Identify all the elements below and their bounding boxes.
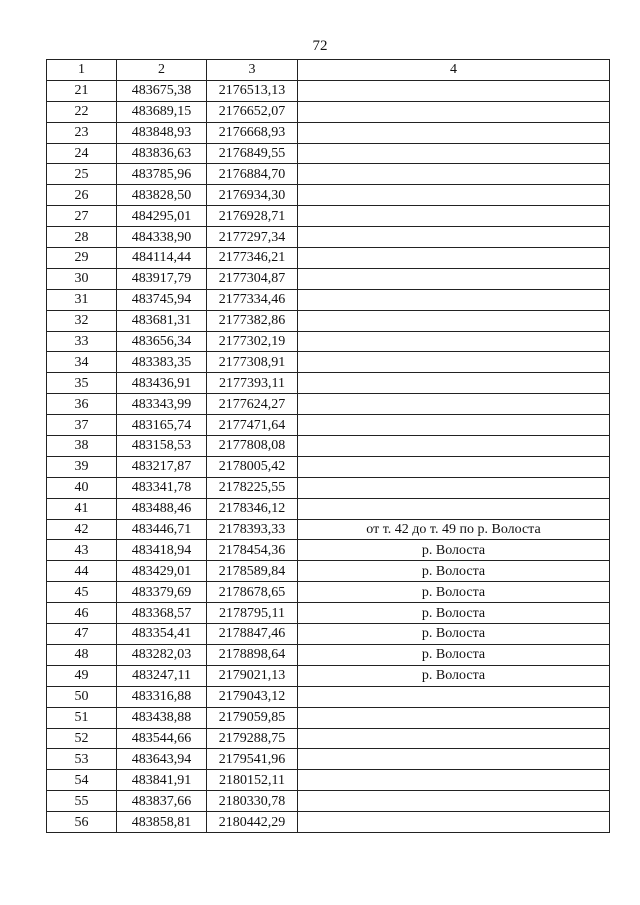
table-row	[47, 791, 610, 812]
description-cell	[298, 477, 610, 498]
x-coordinate-cell: 483544,66	[117, 728, 207, 749]
y-coordinate-cell: 2179021,13	[207, 665, 298, 686]
y-coordinate-cell: 2180330,78	[207, 791, 298, 812]
point-number-cell: 23	[47, 122, 117, 143]
x-coordinate-cell: 483828,50	[117, 185, 207, 206]
column-header-3: 3	[207, 60, 298, 81]
point-number-cell: 53	[47, 749, 117, 770]
header-row	[47, 60, 610, 81]
table-row	[47, 122, 610, 143]
table-row	[47, 707, 610, 728]
x-coordinate-cell: 483158,53	[117, 436, 207, 457]
point-number-cell: 56	[47, 812, 117, 833]
table-row	[47, 561, 610, 582]
point-number-cell: 36	[47, 394, 117, 415]
description-cell	[298, 498, 610, 519]
x-coordinate-cell: 483785,96	[117, 164, 207, 185]
table-row	[47, 519, 610, 540]
description-cell	[298, 686, 610, 707]
table-row	[47, 728, 610, 749]
coordinates-table	[46, 59, 610, 833]
point-number-cell: 21	[47, 80, 117, 101]
x-coordinate-cell: 483656,34	[117, 331, 207, 352]
table-row	[47, 644, 610, 665]
description-cell	[298, 101, 610, 122]
y-coordinate-cell: 2176934,30	[207, 185, 298, 206]
y-coordinate-cell: 2178005,42	[207, 456, 298, 477]
y-coordinate-cell: 2177382,86	[207, 310, 298, 331]
description-cell	[298, 770, 610, 791]
y-coordinate-cell: 2176928,71	[207, 206, 298, 227]
x-coordinate-cell: 483217,87	[117, 456, 207, 477]
point-number-cell: 46	[47, 603, 117, 624]
y-coordinate-cell: 2177302,19	[207, 331, 298, 352]
table-row	[47, 80, 610, 101]
table-row	[47, 498, 610, 519]
table-row	[47, 394, 610, 415]
table-row	[47, 749, 610, 770]
description-cell	[298, 415, 610, 436]
table-row	[47, 436, 610, 457]
description-cell	[298, 227, 610, 248]
description-cell: р. Волоста	[298, 603, 610, 624]
point-number-cell: 30	[47, 268, 117, 289]
y-coordinate-cell: 2176652,07	[207, 101, 298, 122]
y-coordinate-cell: 2178346,12	[207, 498, 298, 519]
table-row	[47, 268, 610, 289]
description-cell	[298, 728, 610, 749]
y-coordinate-cell: 2177334,46	[207, 289, 298, 310]
column-header-1: 1	[47, 60, 117, 81]
description-cell	[298, 749, 610, 770]
table-row	[47, 540, 610, 561]
point-number-cell: 44	[47, 561, 117, 582]
point-number-cell: 45	[47, 582, 117, 603]
description-cell: р. Волоста	[298, 540, 610, 561]
y-coordinate-cell: 2178898,64	[207, 644, 298, 665]
point-number-cell: 32	[47, 310, 117, 331]
table-row	[47, 185, 610, 206]
point-number-cell: 39	[47, 456, 117, 477]
point-number-cell: 54	[47, 770, 117, 791]
y-coordinate-cell: 2179043,12	[207, 686, 298, 707]
point-number-cell: 52	[47, 728, 117, 749]
table-row	[47, 624, 610, 645]
point-number-cell: 34	[47, 352, 117, 373]
table-row	[47, 143, 610, 164]
y-coordinate-cell: 2177624,27	[207, 394, 298, 415]
description-cell	[298, 164, 610, 185]
x-coordinate-cell: 483689,15	[117, 101, 207, 122]
point-number-cell: 27	[47, 206, 117, 227]
x-coordinate-cell: 483848,93	[117, 122, 207, 143]
x-coordinate-cell: 483316,88	[117, 686, 207, 707]
x-coordinate-cell: 484114,44	[117, 248, 207, 269]
description-cell	[298, 394, 610, 415]
point-number-cell: 25	[47, 164, 117, 185]
table-row	[47, 582, 610, 603]
table-row	[47, 456, 610, 477]
point-number-cell: 48	[47, 644, 117, 665]
point-number-cell: 55	[47, 791, 117, 812]
y-coordinate-cell: 2178589,84	[207, 561, 298, 582]
table-row	[47, 227, 610, 248]
table-header	[47, 60, 610, 81]
x-coordinate-cell: 483343,99	[117, 394, 207, 415]
description-cell: р. Волоста	[298, 561, 610, 582]
y-coordinate-cell: 2178393,33	[207, 519, 298, 540]
table-row	[47, 415, 610, 436]
y-coordinate-cell: 2176849,55	[207, 143, 298, 164]
table-row	[47, 477, 610, 498]
table-row	[47, 603, 610, 624]
table-row	[47, 770, 610, 791]
y-coordinate-cell: 2176668,93	[207, 122, 298, 143]
description-cell	[298, 791, 610, 812]
point-number-cell: 50	[47, 686, 117, 707]
table-row	[47, 248, 610, 269]
x-coordinate-cell: 483643,94	[117, 749, 207, 770]
x-coordinate-cell: 483675,38	[117, 80, 207, 101]
table-row	[47, 352, 610, 373]
x-coordinate-cell: 483282,03	[117, 644, 207, 665]
description-cell: р. Волоста	[298, 624, 610, 645]
description-cell	[298, 707, 610, 728]
point-number-cell: 22	[47, 101, 117, 122]
x-coordinate-cell: 484338,90	[117, 227, 207, 248]
description-cell	[298, 436, 610, 457]
description-cell	[298, 122, 610, 143]
x-coordinate-cell: 483383,35	[117, 352, 207, 373]
point-number-cell: 29	[47, 248, 117, 269]
x-coordinate-cell: 483681,31	[117, 310, 207, 331]
y-coordinate-cell: 2178225,55	[207, 477, 298, 498]
description-cell	[298, 812, 610, 833]
point-number-cell: 41	[47, 498, 117, 519]
description-cell	[298, 80, 610, 101]
x-coordinate-cell: 483368,57	[117, 603, 207, 624]
description-cell: р. Волоста	[298, 665, 610, 686]
x-coordinate-cell: 483436,91	[117, 373, 207, 394]
y-coordinate-cell: 2178795,11	[207, 603, 298, 624]
point-number-cell: 24	[47, 143, 117, 164]
table-row	[47, 331, 610, 352]
x-coordinate-cell: 483858,81	[117, 812, 207, 833]
y-coordinate-cell: 2177346,21	[207, 248, 298, 269]
table-row	[47, 310, 610, 331]
y-coordinate-cell: 2177393,11	[207, 373, 298, 394]
description-cell	[298, 268, 610, 289]
description-cell: р. Волоста	[298, 582, 610, 603]
description-cell: от т. 42 до т. 49 по р. Волоста	[298, 519, 610, 540]
x-coordinate-cell: 483429,01	[117, 561, 207, 582]
point-number-cell: 37	[47, 415, 117, 436]
column-header-2: 2	[117, 60, 207, 81]
point-number-cell: 40	[47, 477, 117, 498]
description-cell: р. Волоста	[298, 644, 610, 665]
y-coordinate-cell: 2179059,85	[207, 707, 298, 728]
point-number-cell: 31	[47, 289, 117, 310]
y-coordinate-cell: 2176884,70	[207, 164, 298, 185]
x-coordinate-cell: 483917,79	[117, 268, 207, 289]
x-coordinate-cell: 483841,91	[117, 770, 207, 791]
x-coordinate-cell: 483165,74	[117, 415, 207, 436]
point-number-cell: 26	[47, 185, 117, 206]
x-coordinate-cell: 483745,94	[117, 289, 207, 310]
x-coordinate-cell: 483446,71	[117, 519, 207, 540]
table-row	[47, 373, 610, 394]
x-coordinate-cell: 483418,94	[117, 540, 207, 561]
table-row	[47, 289, 610, 310]
y-coordinate-cell: 2176513,13	[207, 80, 298, 101]
x-coordinate-cell: 483836,63	[117, 143, 207, 164]
table-row	[47, 812, 610, 833]
x-coordinate-cell: 483247,11	[117, 665, 207, 686]
y-coordinate-cell: 2179541,96	[207, 749, 298, 770]
point-number-cell: 38	[47, 436, 117, 457]
x-coordinate-cell: 483341,78	[117, 477, 207, 498]
y-coordinate-cell: 2180152,11	[207, 770, 298, 791]
description-cell	[298, 185, 610, 206]
point-number-cell: 51	[47, 707, 117, 728]
description-cell	[298, 331, 610, 352]
description-cell	[298, 206, 610, 227]
x-coordinate-cell: 483438,88	[117, 707, 207, 728]
table-row	[47, 164, 610, 185]
y-coordinate-cell: 2177471,64	[207, 415, 298, 436]
x-coordinate-cell: 483379,69	[117, 582, 207, 603]
table-row	[47, 206, 610, 227]
description-cell	[298, 310, 610, 331]
description-cell	[298, 289, 610, 310]
y-coordinate-cell: 2178678,65	[207, 582, 298, 603]
column-header-4: 4	[298, 60, 610, 81]
point-number-cell: 42	[47, 519, 117, 540]
x-coordinate-cell: 483354,41	[117, 624, 207, 645]
point-number-cell: 43	[47, 540, 117, 561]
point-number-cell: 33	[47, 331, 117, 352]
description-cell	[298, 373, 610, 394]
y-coordinate-cell: 2178847,46	[207, 624, 298, 645]
y-coordinate-cell: 2177308,91	[207, 352, 298, 373]
y-coordinate-cell: 2180442,29	[207, 812, 298, 833]
description-cell	[298, 352, 610, 373]
point-number-cell: 35	[47, 373, 117, 394]
x-coordinate-cell: 483488,46	[117, 498, 207, 519]
y-coordinate-cell: 2178454,36	[207, 540, 298, 561]
y-coordinate-cell: 2177297,34	[207, 227, 298, 248]
y-coordinate-cell: 2177808,08	[207, 436, 298, 457]
point-number-cell: 47	[47, 624, 117, 645]
table-row	[47, 665, 610, 686]
x-coordinate-cell: 484295,01	[117, 206, 207, 227]
point-number-cell: 49	[47, 665, 117, 686]
y-coordinate-cell: 2177304,87	[207, 268, 298, 289]
description-cell	[298, 143, 610, 164]
description-cell	[298, 456, 610, 477]
x-coordinate-cell: 483837,66	[117, 791, 207, 812]
table-row	[47, 101, 610, 122]
page-number: 72	[312, 38, 328, 54]
table-body	[47, 80, 610, 832]
y-coordinate-cell: 2179288,75	[207, 728, 298, 749]
description-cell	[298, 248, 610, 269]
table-row	[47, 686, 610, 707]
point-number-cell: 28	[47, 227, 117, 248]
